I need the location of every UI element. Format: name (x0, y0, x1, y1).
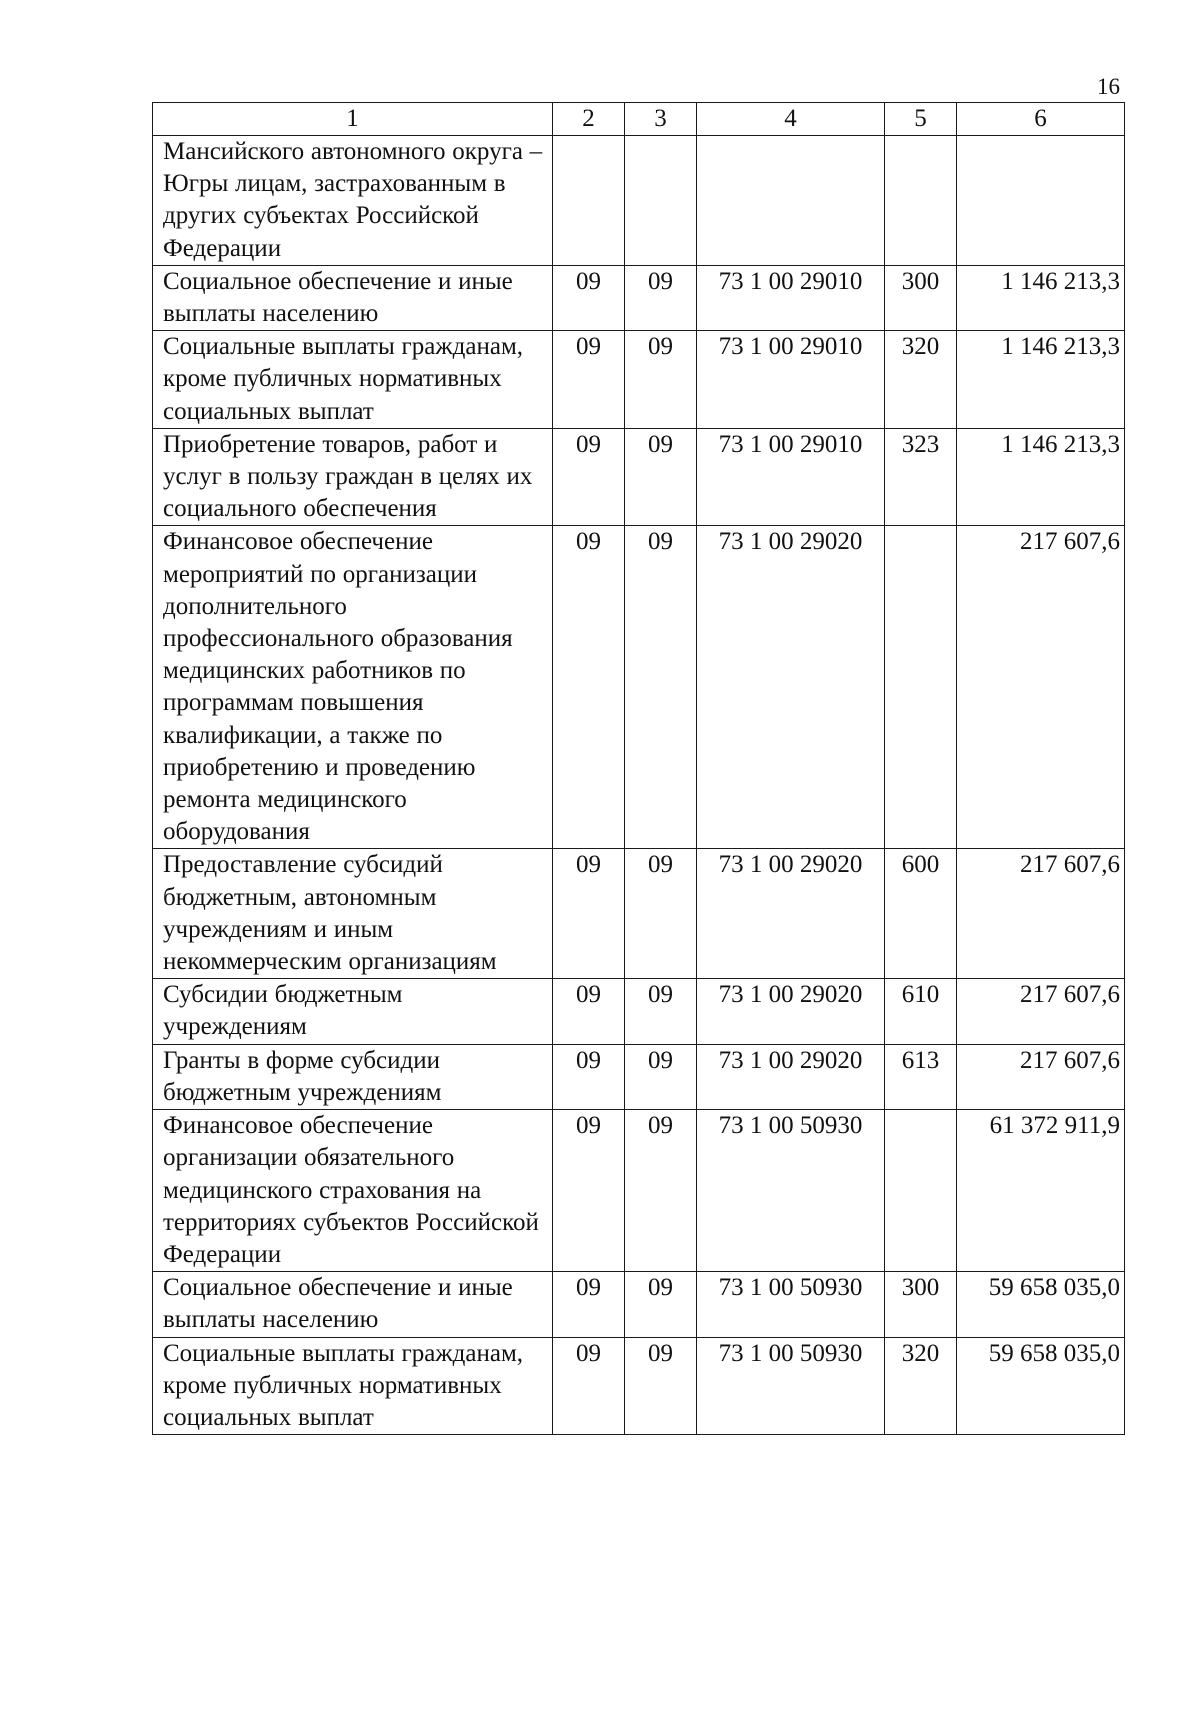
amount-cell: 217 607,6 (957, 979, 1125, 1044)
target-article-cell: 73 1 00 29020 (697, 849, 885, 979)
table-row (153, 1044, 1125, 1109)
target-article-cell: 73 1 00 50930 (697, 1110, 885, 1272)
expense-type-cell: 300 (885, 265, 957, 330)
subsection-cell: 09 (625, 331, 697, 429)
expense-type-cell (885, 526, 957, 849)
subsection-cell: 09 (625, 265, 697, 330)
target-article-cell: 73 1 00 29010 (697, 331, 885, 429)
row-name-cell: Финансовое обеспечение мероприятий по организации дополнительного профессионального образования медицинских работников по программам повышения квалификации, а также по приобретению и проведению ремонта медицинского оборудования (153, 526, 553, 849)
expense-type-cell (885, 1110, 957, 1272)
expense-type-cell: 323 (885, 428, 957, 526)
table-row (153, 136, 1125, 266)
target-article-cell: 73 1 00 29010 (697, 265, 885, 330)
amount-cell: 61 372 911,9 (957, 1110, 1125, 1272)
row-name-cell: Субсидии бюджетным учреждениям (153, 979, 553, 1044)
section-cell: 09 (553, 428, 625, 526)
row-name-cell: Мансийского автономного округа – Югры лицам, застрахованным в других субъектах Российской Федерации (153, 136, 553, 266)
target-article-cell (697, 136, 885, 266)
page-number: 16 (1097, 74, 1120, 99)
subsection-cell (625, 136, 697, 266)
target-article-cell: 73 1 00 29010 (697, 428, 885, 526)
subsection-cell: 09 (625, 1110, 697, 1272)
amount-cell: 59 658 035,0 (957, 1272, 1125, 1337)
row-name-cell: Предоставление субсидий бюджетным, автономным учреждениям и иным некоммерческим организациям (153, 849, 553, 979)
amount-cell: 1 146 213,3 (957, 428, 1125, 526)
column-header: 2 (553, 103, 625, 136)
subsection-cell: 09 (625, 1044, 697, 1109)
subsection-cell: 09 (625, 1337, 697, 1435)
row-name-cell: Приобретение товаров, работ и услуг в пользу граждан в целях их социального обеспечения (153, 428, 553, 526)
column-header: 5 (885, 103, 957, 136)
section-cell: 09 (553, 526, 625, 849)
target-article-cell: 73 1 00 50930 (697, 1337, 885, 1435)
amount-cell: 1 146 213,3 (957, 265, 1125, 330)
column-header: 6 (957, 103, 1125, 136)
amount-cell: 59 658 035,0 (957, 1337, 1125, 1435)
table-row (153, 979, 1125, 1044)
subsection-cell: 09 (625, 526, 697, 849)
amount-cell: 217 607,6 (957, 526, 1125, 849)
row-name-cell: Финансовое обеспечение организации обязательного медицинского страхования на территориях субъектов Российской Федерации (153, 1110, 553, 1272)
expense-type-cell (885, 136, 957, 266)
row-name-cell: Социальные выплаты гражданам, кроме публичных нормативных социальных выплат (153, 331, 553, 429)
target-article-cell: 73 1 00 29020 (697, 526, 885, 849)
column-header: 3 (625, 103, 697, 136)
expense-type-cell: 610 (885, 979, 957, 1044)
expense-type-cell: 320 (885, 331, 957, 429)
target-article-cell: 73 1 00 29020 (697, 979, 885, 1044)
amount-cell (957, 136, 1125, 266)
header-row (153, 103, 1125, 136)
expense-type-cell: 320 (885, 1337, 957, 1435)
table-row (153, 265, 1125, 330)
section-cell: 09 (553, 265, 625, 330)
table-row (153, 849, 1125, 979)
section-cell: 09 (553, 1044, 625, 1109)
row-name-cell: Социальное обеспечение и иные выплаты населению (153, 1272, 553, 1337)
column-header: 1 (153, 103, 553, 136)
column-header: 4 (697, 103, 885, 136)
target-article-cell: 73 1 00 29020 (697, 1044, 885, 1109)
target-article-cell: 73 1 00 50930 (697, 1272, 885, 1337)
table-row (153, 331, 1125, 429)
section-cell: 09 (553, 1337, 625, 1435)
row-name-cell: Гранты в форме субсидии бюджетным учреждениям (153, 1044, 553, 1109)
section-cell: 09 (553, 1272, 625, 1337)
table-row (153, 1272, 1125, 1337)
section-cell: 09 (553, 849, 625, 979)
subsection-cell: 09 (625, 979, 697, 1044)
amount-cell: 1 146 213,3 (957, 331, 1125, 429)
table-row (153, 526, 1125, 849)
subsection-cell: 09 (625, 1272, 697, 1337)
amount-cell: 217 607,6 (957, 849, 1125, 979)
table-row (153, 428, 1125, 526)
budget-table (152, 102, 1125, 1435)
subsection-cell: 09 (625, 849, 697, 979)
expense-type-cell: 613 (885, 1044, 957, 1109)
amount-cell: 217 607,6 (957, 1044, 1125, 1109)
section-cell (553, 136, 625, 266)
section-cell: 09 (553, 331, 625, 429)
section-cell: 09 (553, 1110, 625, 1272)
expense-type-cell: 600 (885, 849, 957, 979)
table-row (153, 1337, 1125, 1435)
expense-type-cell: 300 (885, 1272, 957, 1337)
table-row (153, 1110, 1125, 1272)
row-name-cell: Социальные выплаты гражданам, кроме публичных нормативных социальных выплат (153, 1337, 553, 1435)
row-name-cell: Социальное обеспечение и иные выплаты населению (153, 265, 553, 330)
table-header (153, 103, 1125, 136)
section-cell: 09 (553, 979, 625, 1044)
subsection-cell: 09 (625, 428, 697, 526)
